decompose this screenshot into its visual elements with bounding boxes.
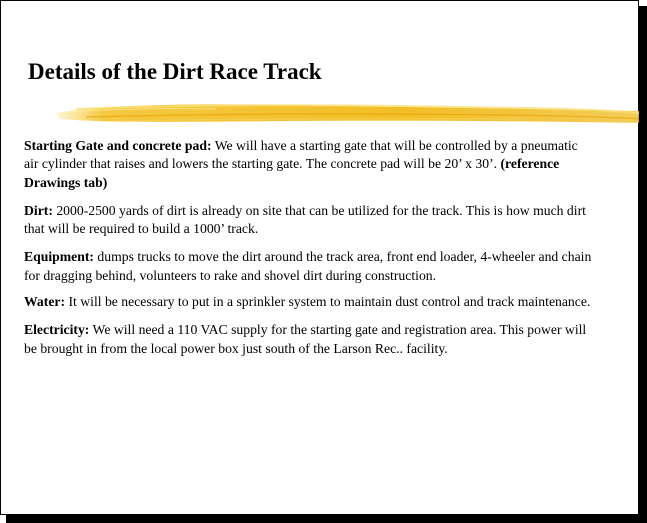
text-electricity: We will need a 110 VAC supply for the starting gate and registration area. This power will be brought in from the local power box just south of the Larson Rec.. facility. [24, 322, 587, 356]
text-equipment: dumps trucks to move the dirt around the track area, front end loader, 4-wheeler and chain for dragging behind, volunteers to rake and shovel dirt during construction. [24, 249, 592, 283]
slide-title: Details of the Dirt Race Track [28, 59, 322, 84]
label-dirt: Dirt: [24, 202, 53, 218]
paragraph-electricity [24, 321, 594, 358]
label-equipment: Equipment: [24, 249, 94, 265]
paragraph-dirt [24, 202, 594, 239]
label-starting-gate: Starting Gate and concrete pad: [24, 138, 212, 153]
text-dirt: 2000-2500 yards of dirt is already on site that can be utilized for the track. This is how much dirt that will be required to build a 1000’ track. [24, 202, 586, 237]
label-electricity: Electricity: [24, 322, 90, 338]
paragraph-water [24, 293, 594, 311]
highlighter-stroke [56, 97, 640, 133]
text-starting-gate: We will have a starting gate that will be controlled by a pneumatic air cylinder that raises and lowers the starting gate. The concrete pad will be 20’ x 30’. [24, 138, 578, 172]
reference-drawings-note: (reference Drawings tab) [24, 156, 560, 190]
paragraph-equipment [24, 248, 594, 285]
slide-shadow-right [639, 6, 647, 523]
slide-body [24, 137, 594, 368]
slide-shadow-bottom [6, 515, 647, 523]
paragraph-starting-gate [24, 137, 594, 192]
label-water: Water: [24, 294, 66, 310]
text-water: It will be necessary to put in a sprinkler system to maintain dust control and track maintenance. [65, 294, 591, 310]
